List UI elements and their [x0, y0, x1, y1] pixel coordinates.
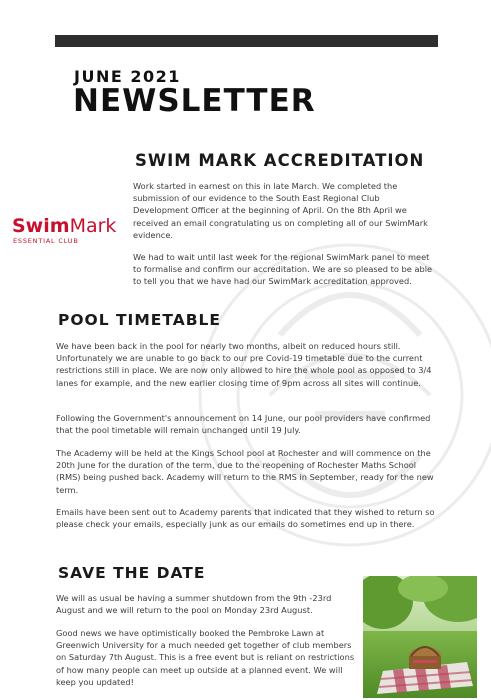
swimmark-logo [12, 216, 122, 252]
picnic-photo [363, 576, 477, 698]
pool-paragraph-3: The Academy will be held at the Kings School pool at Rochester and will commence on the 20th June for the duration of the term, due to the reopening of Rochester Maths School (RMS) being pushed back. Academy will return to the RMS in September, ready for the new term. [56, 448, 434, 495]
swimmark-logo-wordmark [12, 216, 122, 236]
swimmark-logo-subtitle: ESSENTIAL CLUB [13, 237, 79, 245]
pool-timetable-heading: POOL TIMETABLE [58, 311, 221, 329]
header-bar [55, 35, 438, 47]
newsletter-title: NEWSLETTER [73, 83, 316, 119]
swimmark-heading: SWIM MARK ACCREDITATION [135, 151, 425, 170]
save-the-date-paragraph-2: Good news we have optimistically booked the Pembroke Lawn at Greenwich University for a much needed get together of club members on Saturday 7th August. This is a free event but is reliant on restrictions of how many people can meet up outside at a planned event. We will keep you updated! [56, 628, 355, 687]
issue-date: JUNE 2021 [74, 67, 181, 86]
swimmark-paragraph-1: Work started in earnest on this in late March. We completed the submission of our evidence to the South East Regional Club Development Officer at the beginning of April. On the 8th April we received an email congratulating us on completing all of our SwimMark evidence. [133, 181, 428, 240]
logo-word-mark: Mark [69, 215, 117, 237]
pool-paragraph-2: Following the Government's announcement on 14 June, our pool providers have confirmed that the pool timetable will remain unchanged until 19 July. [56, 413, 431, 436]
save-the-date-paragraph-1: We will as usual be having a summer shutdown from the 9th -23rd August and we will return to the pool on Monday 23rd August. [56, 593, 332, 616]
pool-paragraph-1: We have been back in the pool for nearly two months, albeit on reduced hours still. Unfortunately we are unable to go back to our pre Covid-19 timetable due to the current restrictions still in place. We are now only allowed to hire the whole pool as opposed to 3/4 lanes for example, and the new earlier closing time of 9pm across all sites will continue. [56, 341, 432, 388]
logo-word-swim: Swim [12, 215, 70, 237]
swimmark-paragraph-2: We had to wait until last week for the regional SwimMark panel to meet to formalise and confirm our accreditation. We are so pleased to be able to tell you that we have had our SwimMark accreditation approved. [133, 252, 433, 287]
pool-paragraph-4: Emails have been sent out to Academy parents that indicated that they wished to return so please check your emails, especially junk as our emails do sometimes end up in there. [56, 507, 435, 530]
save-the-date-heading: SAVE THE DATE [58, 564, 206, 582]
